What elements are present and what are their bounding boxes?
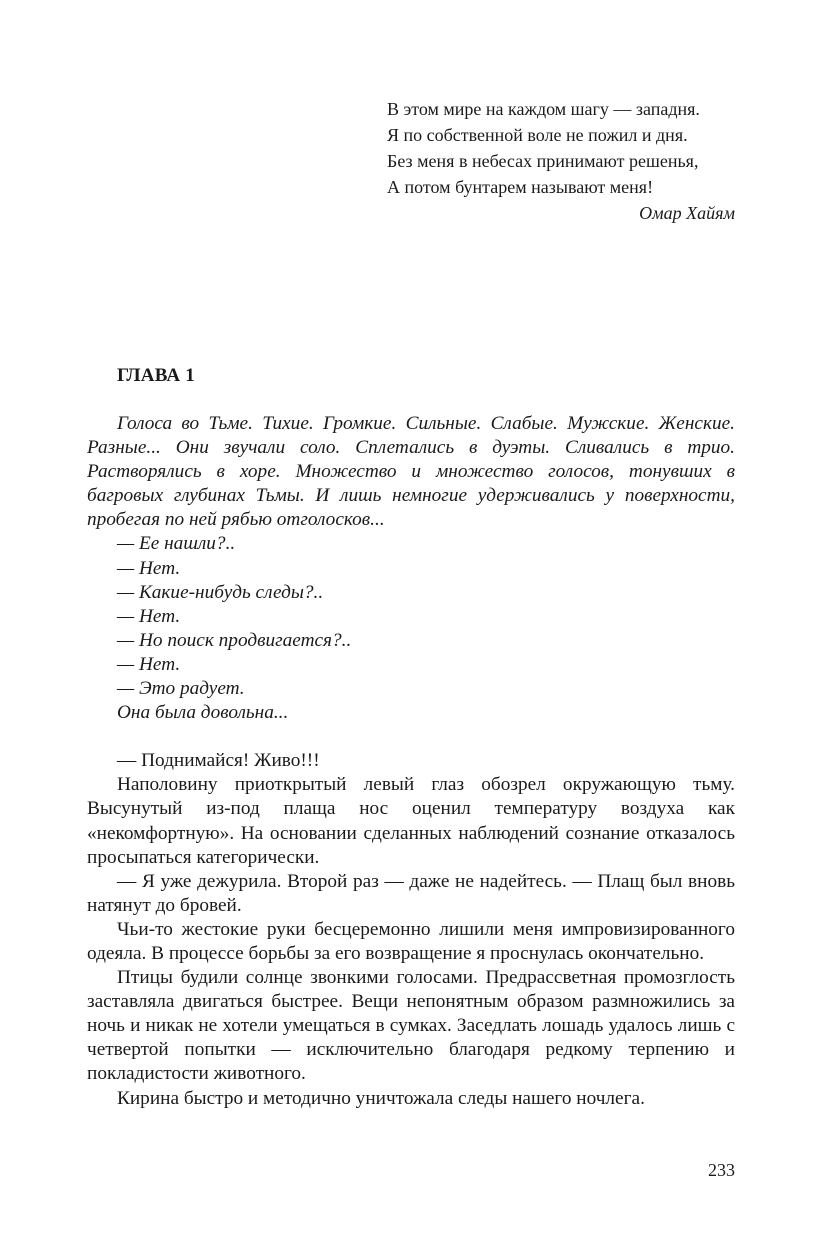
story-paragraph: — Поднимайся! Живо!!! (117, 750, 320, 772)
dialog-line: — Нет. (117, 653, 181, 675)
story-paragraph: Чьи-то жестокие руки бесцеремонно лишили меня импровизированного одеяла. В процессе борьбы за его возвращение я проснулась окончательно. (87, 918, 735, 964)
epigraph-line: Я по собственной воле не пожил и дня. (387, 125, 688, 145)
page-number: 233 (708, 1160, 735, 1180)
dialog-line: — Нет. (117, 605, 181, 627)
story-paragraph: Птицы будили солнце звонкими голосами. Предрассветная промозглость заставляла двигаться быстрее. Вещи непонятным образом размножились за ночь и никак не хотели умещаться в сумках. Заседлать лошадь удалось лишь с четвертой попытки — исключительно благодаря редкому терпению и покладистости животного. (87, 967, 735, 1085)
epigraph-line: В этом мире на каждом шагу — западня. (387, 99, 700, 119)
dialog-line: — Нет. (117, 557, 181, 579)
dialog-line: — Ее нашли?.. (117, 533, 236, 555)
story-paragraph: Кирина быстро и методично уничтожала следы нашего ночлега. (117, 1087, 645, 1109)
epigraph-line: А потом бунтарем называют меня! (387, 177, 654, 197)
story-paragraph: Наполовину приоткрытый левый глаз обозрел окружающую тьму. Высунутый из-под плаща нос оценил температуру воздуха как «некомфортную». На основании сделанных наблюдений сознание отказалось просыпаться категорически. (87, 774, 735, 868)
section-gap (87, 725, 735, 749)
dialog-line: — Какие-нибудь следы?.. (117, 581, 324, 603)
epigraph-author: Омар Хайям (639, 203, 735, 223)
chapter-body (87, 412, 735, 1111)
epigraph (387, 96, 735, 226)
prologue-paragraph: Голоса во Тьме. Тихие. Громкие. Сильные. Слабые. Мужские. Женские. Разные... Они звучали соло. Сплетались в дуэты. Сливались в трио. Растворялись в хоре. Множество и множество голосов, тонувших в багровых глубинах Тьмы. И лишь немногие удерживались у поверхности, пробегая по ней рябью отголосков... (87, 413, 735, 531)
prologue-closing: Она была довольна... (117, 702, 289, 724)
dialog-line: — Это радует. (117, 678, 245, 700)
story-paragraph: — Я уже дежурила. Второй раз — даже не надейтесь. — Плащ был вновь натянут до бровей. (87, 870, 735, 916)
epigraph-line: Без меня в небесах принимают решенья, (387, 151, 699, 171)
dialog-line: — Но поиск продвигается?.. (117, 629, 352, 651)
chapter-title: ГЛАВА 1 (117, 365, 195, 386)
book-page (87, 0, 735, 1253)
